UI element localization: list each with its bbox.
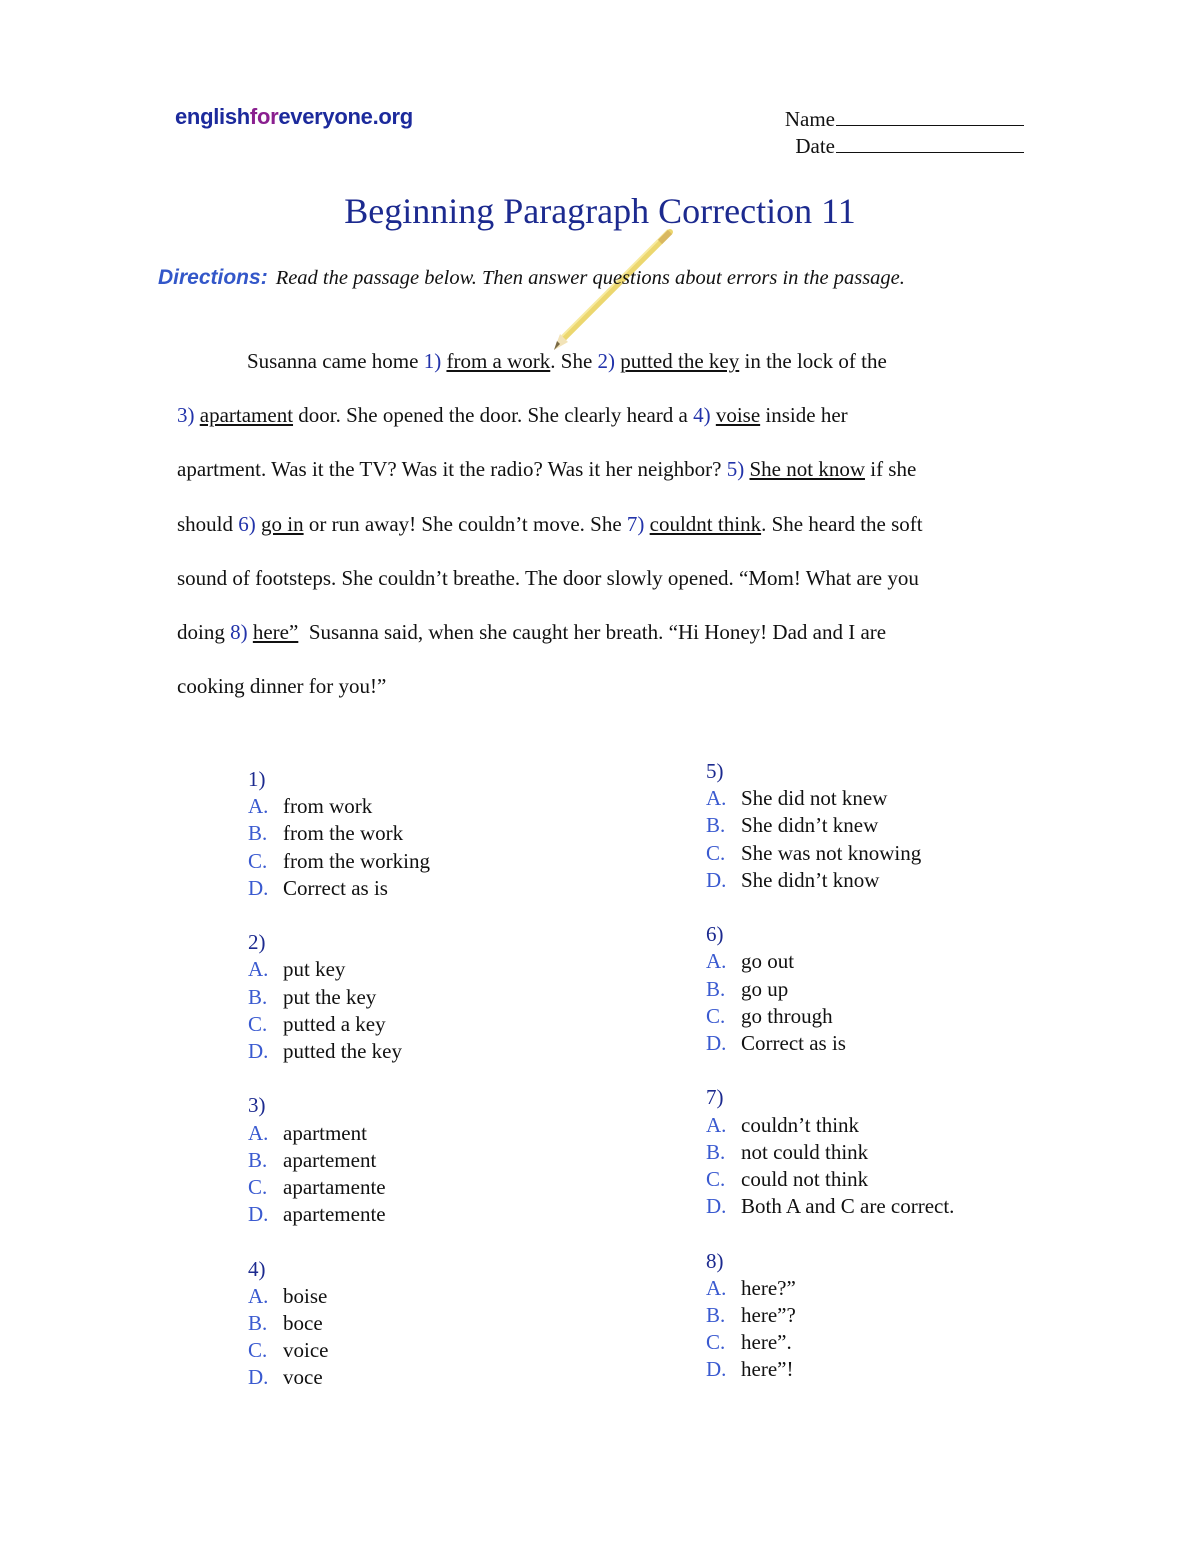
- answer-option-c[interactable]: [248, 1011, 430, 1038]
- answer-option-c[interactable]: [706, 1003, 954, 1030]
- option-letter: D.: [706, 1357, 727, 1382]
- option-letter: A.: [706, 949, 727, 974]
- answer-option-d[interactable]: [706, 1356, 954, 1383]
- question-number: 3): [248, 1093, 266, 1118]
- option-letter: C.: [706, 1003, 726, 1028]
- answer-option-a[interactable]: [248, 1120, 430, 1147]
- page-title: Beginning Paragraph Correction 11: [344, 191, 856, 231]
- option-letter: B.: [248, 1311, 268, 1336]
- name-label: Name: [784, 107, 835, 131]
- option-text: boise: [283, 1283, 328, 1308]
- option-letter: C.: [706, 1330, 726, 1355]
- passage-text: . She: [550, 349, 598, 373]
- passage-text: in the lock of the: [739, 349, 887, 373]
- answer-option-b[interactable]: [248, 820, 430, 847]
- error-number: 8): [230, 620, 248, 645]
- option-letter: A.: [248, 794, 269, 819]
- answer-option-b[interactable]: [706, 976, 954, 1003]
- answer-option-a[interactable]: [248, 1283, 430, 1310]
- directions: [158, 266, 905, 290]
- passage-text: inside her: [760, 403, 848, 428]
- option-letter: B.: [706, 813, 726, 838]
- answer-option-b[interactable]: [248, 1147, 430, 1174]
- answer-option-a[interactable]: [248, 956, 430, 983]
- question-number: 7): [706, 1085, 724, 1110]
- option-letter: C.: [248, 848, 268, 873]
- option-text: apartemente: [283, 1202, 386, 1227]
- answer-option-d[interactable]: [248, 1364, 430, 1391]
- question-number: 8): [706, 1248, 724, 1273]
- passage-line: [177, 659, 1037, 713]
- error-phrase: She not know: [749, 457, 865, 482]
- date-line: [778, 133, 1024, 160]
- name-date-block: [778, 106, 1024, 160]
- question-number: 5): [706, 759, 724, 783]
- passage: [177, 334, 1037, 713]
- option-text: Correct as is: [741, 1031, 846, 1056]
- answer-option-a[interactable]: [248, 793, 430, 820]
- question-8: [706, 1248, 954, 1384]
- option-letter: B.: [248, 821, 268, 846]
- option-text: from the working: [283, 848, 430, 873]
- option-text: putted the key: [283, 1039, 402, 1064]
- passage-text: cooking dinner for you!”: [177, 674, 387, 699]
- passage-text: doing: [177, 620, 231, 645]
- option-text: couldn’t think: [741, 1112, 860, 1137]
- error-phrase: voise: [715, 403, 761, 428]
- option-text: from work: [283, 794, 373, 819]
- option-letter: D.: [248, 1039, 269, 1064]
- logo-text-for: for: [249, 104, 279, 129]
- option-letter: B.: [248, 1147, 268, 1172]
- logo-text-english: english: [175, 104, 250, 129]
- questions-right-column: [706, 758, 954, 1411]
- passage-text: apartment. Was it the TV? Was it the radio? Was it her neighbor?: [177, 457, 727, 482]
- error-phrase: couldnt think: [649, 511, 762, 536]
- questions-left-column: [248, 766, 430, 1419]
- option-letter: B.: [706, 1303, 726, 1328]
- question-number: 6): [706, 922, 724, 947]
- answer-option-c[interactable]: [248, 1337, 430, 1364]
- directions-label: Directions:: [158, 266, 268, 289]
- answer-option-b[interactable]: [706, 812, 954, 839]
- error-number: 6): [238, 511, 256, 536]
- error-number: 1): [423, 349, 442, 373]
- error-number: 7): [626, 511, 645, 536]
- question-6: [706, 921, 954, 1057]
- date-label: Date: [795, 134, 835, 158]
- option-letter: D.: [706, 1194, 727, 1219]
- option-text: here?”: [741, 1275, 796, 1300]
- question-7: [706, 1084, 954, 1220]
- option-text: could not think: [741, 1167, 869, 1192]
- option-text: She was not knowing: [741, 840, 922, 865]
- option-letter: D.: [248, 1365, 269, 1390]
- answer-option-b[interactable]: [706, 1139, 954, 1166]
- option-letter: A.: [248, 957, 269, 982]
- option-text: voice: [283, 1338, 329, 1363]
- question-number: 1): [248, 767, 266, 791]
- option-text: here”.: [741, 1330, 792, 1355]
- option-letter: A.: [706, 786, 727, 811]
- passage-line: [177, 605, 1037, 659]
- passage-text: should: [177, 511, 239, 536]
- option-text: go through: [741, 1003, 833, 1028]
- passage-text: door. She opened the door. She clearly heard a: [293, 403, 694, 428]
- option-letter: C.: [706, 840, 726, 865]
- option-letter: D.: [248, 1202, 269, 1227]
- option-text: apartement: [283, 1147, 377, 1172]
- option-letter: C.: [248, 1175, 268, 1200]
- passage-line: [177, 497, 1037, 551]
- answer-option-b[interactable]: [248, 984, 430, 1011]
- answer-option-d[interactable]: [706, 867, 954, 894]
- option-letter: C.: [248, 1338, 268, 1363]
- option-text: Correct as is: [283, 875, 388, 900]
- date-blank[interactable]: [836, 134, 1024, 153]
- answer-option-b[interactable]: [706, 1302, 954, 1329]
- option-text: voce: [283, 1365, 323, 1390]
- option-letter: A.: [248, 1120, 269, 1145]
- option-letter: C.: [248, 1011, 268, 1036]
- passage-line: [177, 388, 1037, 442]
- option-text: She didn’t knew: [741, 813, 879, 838]
- answer-option-c[interactable]: [706, 1329, 954, 1356]
- option-text: not could think: [741, 1139, 869, 1164]
- answer-option-d[interactable]: [706, 1030, 954, 1057]
- answer-option-d[interactable]: [248, 1201, 430, 1228]
- answer-option-d[interactable]: [248, 1038, 430, 1065]
- option-letter: C.: [706, 1167, 726, 1192]
- directions-text: Read the passage below. Then answer questions about errors in the passage.: [275, 267, 905, 289]
- logo-text-everyone: everyone: [278, 104, 373, 129]
- option-letter: D.: [706, 1031, 727, 1056]
- answer-option-a[interactable]: [706, 1112, 954, 1139]
- question-2: [248, 929, 430, 1065]
- answer-option-b[interactable]: [248, 1310, 430, 1337]
- question-number: 2): [248, 930, 266, 955]
- error-phrase: here”: [252, 620, 299, 645]
- passage-text: if she: [864, 457, 917, 482]
- answer-option-a[interactable]: [706, 948, 954, 975]
- option-letter: A.: [248, 1283, 269, 1308]
- option-letter: A.: [706, 1275, 727, 1300]
- passage-text: sound of footsteps. She couldn’t breathe. The door slowly opened. “Mom! What are you: [177, 565, 919, 590]
- error-number: 4): [693, 403, 711, 428]
- question-1: [248, 766, 430, 902]
- answer-option-c[interactable]: [706, 1166, 954, 1193]
- error-phrase: go in: [261, 511, 304, 536]
- passage-line: [177, 442, 1037, 496]
- passage-text: Susanna said, when she caught her breath. “Hi Honey! Dad and I are: [298, 620, 887, 645]
- option-text: here”!: [741, 1357, 794, 1382]
- option-text: She didn’t know: [741, 867, 880, 892]
- option-text: go up: [741, 976, 789, 1001]
- error-phrase: apartament: [199, 403, 294, 428]
- option-text: She did not knew: [741, 786, 888, 811]
- option-text: go out: [741, 949, 795, 974]
- passage-line: [177, 334, 1037, 388]
- site-logo: [175, 104, 413, 130]
- passage-line: [177, 551, 1037, 605]
- answer-option-d[interactable]: [706, 1193, 954, 1220]
- option-letter: D.: [248, 875, 269, 900]
- passage-text: . She heard the soft: [761, 511, 923, 536]
- answer-option-a[interactable]: [706, 1275, 954, 1302]
- passage-text: or run away! She couldn’t move. She: [303, 511, 627, 536]
- error-number: 3): [177, 403, 195, 428]
- option-text: put key: [283, 957, 346, 982]
- answer-option-c[interactable]: [706, 840, 954, 867]
- answer-option-c[interactable]: [248, 1174, 430, 1201]
- option-letter: B.: [706, 1139, 726, 1164]
- option-text: from the work: [283, 821, 404, 846]
- option-text: here”?: [741, 1303, 796, 1328]
- option-text: boce: [283, 1311, 323, 1336]
- option-letter: D.: [706, 867, 727, 892]
- question-number: 4): [248, 1256, 266, 1281]
- option-letter: A.: [706, 1112, 727, 1137]
- name-line: [778, 106, 1024, 133]
- option-text: Both A and C are correct.: [741, 1194, 955, 1219]
- passage-text: Susanna came home: [247, 349, 424, 373]
- option-text: put the key: [283, 984, 377, 1009]
- option-text: putted a key: [283, 1011, 386, 1036]
- option-letter: B.: [706, 976, 726, 1001]
- logo-text-org: .org: [372, 104, 413, 129]
- answer-option-a[interactable]: [706, 785, 954, 812]
- name-blank[interactable]: [836, 107, 1024, 126]
- answer-option-c[interactable]: [248, 848, 430, 875]
- option-text: apartamente: [283, 1175, 386, 1200]
- error-number: 5): [726, 457, 745, 482]
- option-text: apartment: [283, 1120, 367, 1145]
- error-number: 2): [597, 349, 616, 373]
- question-4: [248, 1256, 430, 1392]
- option-letter: B.: [248, 984, 268, 1009]
- question-5: [706, 758, 954, 894]
- answer-option-d[interactable]: [248, 875, 430, 902]
- error-phrase: putted the key: [620, 349, 740, 373]
- question-3: [248, 1092, 430, 1228]
- error-phrase: from a work: [446, 349, 551, 373]
